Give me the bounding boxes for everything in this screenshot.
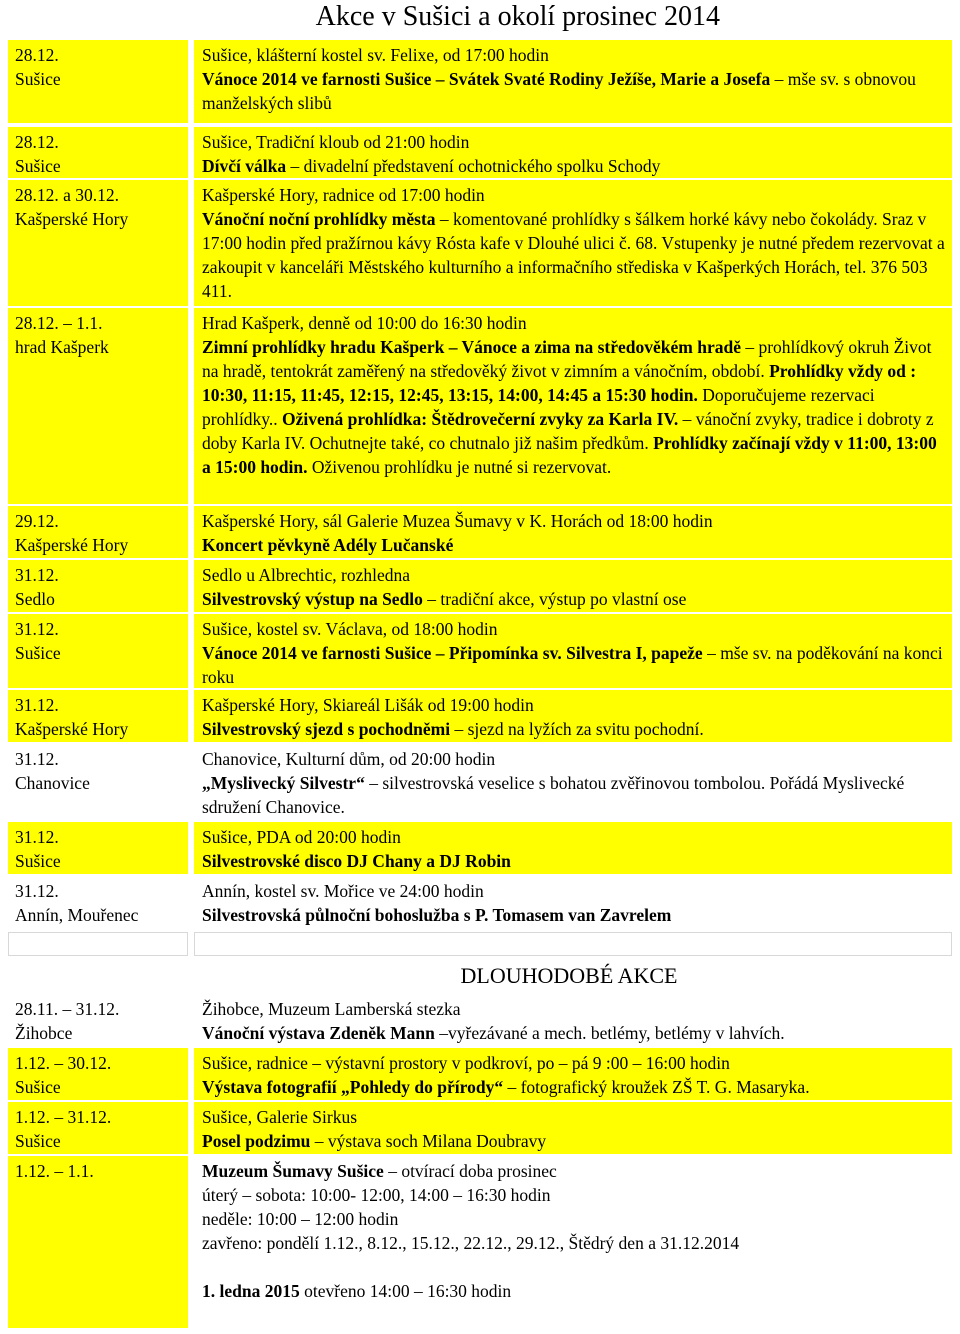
event-date: 28.11. – 31.12. (15, 999, 120, 1019)
long-event-row (8, 994, 952, 1046)
event-date-cell (8, 560, 188, 612)
event-desc: – mše sv. s obnovou manželských slibů (202, 69, 916, 113)
event-name: Vánoce 2014 ve farnosti Sušice – Připomínka sv. Silvestra I, papeže (202, 643, 703, 663)
event-place: Žihobce, Muzeum Lamberská stezka (202, 999, 461, 1019)
event-content-cell (194, 560, 952, 612)
event-row (8, 822, 952, 874)
event-desc: – komentované prohlídky s šálkem horké kávy nebo čokolády. Sraz v 17:00 hodin před pražírnou kávy Rósta kafe v Dlouhé ulici č. 68. Vstupenky je nutné předem rezervovat a zakoupit v kanceláři Městského kulturního a informačního střediska v Kašperkých Horách, tel. 376 503 411. (202, 209, 945, 301)
event-date: 1.12. – 31.12. (15, 1107, 112, 1127)
event-date-cell (8, 614, 188, 688)
event-content-cell (194, 614, 952, 688)
event-town: Sušice (15, 1131, 61, 1151)
event-date: 28.12. – 1.1. (15, 313, 103, 333)
event-content-cell (194, 1048, 952, 1100)
event-town: hrad Kašperk (15, 337, 109, 357)
event-town: Sušice (15, 156, 61, 176)
event-date: 31.12. (15, 565, 59, 585)
event-date: 1.12. – 30.12. (15, 1053, 112, 1073)
event-town: Sušice (15, 643, 61, 663)
event-town: Kašperské Hory (15, 209, 129, 229)
event-date: 31.12. (15, 827, 59, 847)
event-town: Sušice (15, 851, 61, 871)
event-content-cell (194, 744, 952, 820)
event-content-cell (194, 180, 952, 306)
event-content-cell (194, 308, 952, 504)
event-town: Sedlo (15, 589, 55, 609)
event-date: 31.12. (15, 749, 59, 769)
event-content-cell (194, 876, 952, 928)
event-row (8, 744, 952, 820)
event-name: Silvestrovský sjezd s pochodněmi (202, 719, 451, 739)
page-title: Akce v Sušici a okolí prosinec 2014 (315, 1, 720, 32)
museum-content-cell (194, 1156, 952, 1328)
museum-date-cell (8, 1156, 188, 1328)
event-content-cell (194, 506, 952, 558)
event-content-cell (194, 1102, 952, 1154)
event-date-cell (8, 822, 188, 874)
event-name: Vánoční výstava Zdeněk Mann (202, 1023, 435, 1043)
event-date: 31.12. (15, 695, 59, 715)
event-date: 28.12. (15, 45, 59, 65)
event-subtitle: Oživená prohlídka: Štědrovečerní zvyky za Karla IV. (282, 409, 679, 429)
museum-desc: – otvírací doba prosinec (383, 1161, 557, 1181)
event-town: Annín, Mouřenec (15, 905, 139, 925)
event-content-cell (194, 690, 952, 742)
museum-reopen-date: 1. ledna 2015 (202, 1281, 300, 1301)
event-date-cell (8, 994, 188, 1046)
event-name: Silvestrovský výstup na Sedlo (202, 589, 423, 609)
event-place: Sušice, kostel sv. Václava, od 18:00 hodin (202, 619, 498, 639)
empty-content-cell (194, 932, 952, 956)
museum-row (8, 1156, 952, 1328)
event-times-2: Prohlídky začínají vždy v 11:00, 13:00 a 15:00 hodin. (202, 433, 937, 477)
event-row (8, 127, 952, 178)
event-name: Vánoce 2014 ve farnosti Sušice – Svátek Svaté Rodiny Ježíše, Marie a Josefa (202, 69, 771, 89)
event-desc: – silvestrovská veselice s bohatou zvěřinovou tombolou. Pořádá Myslivecké sdružení Chanovice. (202, 773, 905, 817)
event-place: Sušice, klášterní kostel sv. Felixe, od 17:00 hodin (202, 45, 549, 65)
event-desc: – mše sv. na poděkování na konci roku (202, 643, 943, 687)
event-town: Kašperské Hory (15, 719, 129, 739)
event-place: Kašperské Hory, sál Galerie Muzea Šumavy v K. Horách od 18:00 hodin (202, 511, 713, 531)
event-desc: – fotografický kroužek ZŠ T. G. Masaryka. (503, 1077, 810, 1097)
event-name: Silvestrovská půlnoční bohoslužba s P. Tomasem van Zavrelem (202, 905, 672, 925)
event-town: Sušice (15, 69, 61, 89)
event-row (8, 560, 952, 612)
event-date-cell (8, 744, 188, 820)
event-name: „Myslivecký Silvestr“ (202, 773, 365, 793)
event-town: Žihobce (15, 1023, 73, 1043)
event-place: Hrad Kašperk, denně od 10:00 do 16:30 hodin (202, 313, 527, 333)
event-row (8, 506, 952, 558)
event-row (8, 308, 952, 504)
museum-hours-weekday: úterý – sobota: 10:00- 12:00, 14:00 – 16:30 hodin (202, 1185, 551, 1205)
museum-hours-sunday: neděle: 10:00 – 12:00 hodin (202, 1209, 399, 1229)
event-desc: –vyřezávané a mech. betlémy, betlémy v lahvích. (434, 1023, 785, 1043)
empty-date-cell (8, 932, 188, 956)
event-row (8, 614, 952, 688)
event-place: Annín, kostel sv. Mořice ve 24:00 hodin (202, 881, 484, 901)
event-desc: – sjezd na lyžích za svitu pochodní. (450, 719, 704, 739)
event-date: 31.12. (15, 619, 59, 639)
event-place: Kašperské Hory, radnice od 17:00 hodin (202, 185, 485, 205)
event-date-cell (8, 127, 188, 178)
event-content-cell (194, 127, 952, 178)
event-town: Chanovice (15, 773, 90, 793)
event-place: Kašperské Hory, Skiareál Lišák od 19:00 hodin (202, 695, 534, 715)
event-row (8, 40, 952, 123)
event-name: Koncert pěvkyně Adély Lučanské (202, 535, 454, 555)
event-date: 29.12. (15, 511, 59, 531)
event-times: Prohlídky vždy od : 10:30, 11:15, 11:45, 12:15, 12:45, 13:15, 14:00, 14:45 a 15:30 hodin. (202, 361, 917, 405)
event-date-cell (8, 40, 188, 123)
event-town: Kašperské Hory (15, 535, 129, 555)
event-desc-4: Oživenou prohlídku je nutné si rezervovat. (307, 457, 612, 477)
event-row (8, 690, 952, 742)
museum-name: Muzeum Šumavy Sušice (202, 1161, 384, 1181)
event-date: 28.12. a 30.12. (15, 185, 120, 205)
event-place: Chanovice, Kulturní dům, od 20:00 hodin (202, 749, 496, 769)
event-desc: – tradiční akce, výstup po vlastní ose (422, 589, 687, 609)
event-place: Sušice, PDA od 20:00 hodin (202, 827, 401, 847)
event-date-cell (8, 308, 188, 504)
event-place: Sedlo u Albrechtic, rozhledna (202, 565, 410, 585)
event-content-cell (194, 40, 952, 123)
empty-row (8, 932, 952, 956)
event-place: Sušice, Galerie Sirkus (202, 1107, 358, 1127)
event-content-cell (194, 822, 952, 874)
event-date-cell (8, 1102, 188, 1154)
event-name: Posel podzimu (202, 1131, 311, 1151)
event-name: Vánoční noční prohlídky města (202, 209, 436, 229)
event-desc: – divadelní představení ochotnického spolku Schody (286, 156, 661, 176)
museum-closed-days: zavřeno: pondělí 1.12., 8.12., 15.12., 22.12., 29.12., Štědrý den a 31.12.2014 (202, 1233, 740, 1253)
event-date-cell (8, 1048, 188, 1100)
long-event-row (8, 1048, 952, 1100)
museum-date: 1.12. – 1.1. (15, 1161, 94, 1181)
event-place: Sušice, Tradiční kloub od 21:00 hodin (202, 132, 470, 152)
event-desc-2: Doporučujeme rezervaci prohlídky.. (202, 385, 875, 429)
event-town: Sušice (15, 1077, 61, 1097)
event-desc: – prohlídkový okruh Život na hradě, tentokrát zaměřený na středověký život v zimním a vánočním, období. (202, 337, 932, 381)
event-date: 28.12. (15, 132, 59, 152)
event-name: Dívčí válka (202, 156, 287, 176)
museum-reopen-hours: otevřeno 14:00 – 16:30 hodin (299, 1281, 512, 1301)
event-name: Silvestrovské disco DJ Chany a DJ Robin (202, 851, 511, 871)
section-title: DLOUHODOBÉ AKCE (460, 963, 678, 988)
event-date: 31.12. (15, 881, 59, 901)
event-row (8, 876, 952, 928)
event-date-cell (8, 506, 188, 558)
event-date-cell (8, 876, 188, 928)
event-content-cell (194, 994, 952, 1046)
event-desc-3: – vánoční zvyky, tradice i dobroty z doby Karla IV. Ochutnejte také, co chutnalo již našim předkům. (202, 409, 934, 453)
event-date-cell (8, 690, 188, 742)
event-row (8, 180, 952, 306)
event-name: Zimní prohlídky hradu Kašperk – Vánoce a zima na středověkém hradě (202, 337, 741, 357)
event-name: Výstava fotografií „Pohledy do přírody“ (202, 1077, 504, 1097)
event-desc: – výstava soch Milana Doubravy (310, 1131, 547, 1151)
event-date-cell (8, 180, 188, 306)
event-place: Sušice, radnice – výstavní prostory v podkroví, po – pá 9 :00 – 16:00 hodin (202, 1053, 730, 1073)
long-event-row (8, 1102, 952, 1154)
